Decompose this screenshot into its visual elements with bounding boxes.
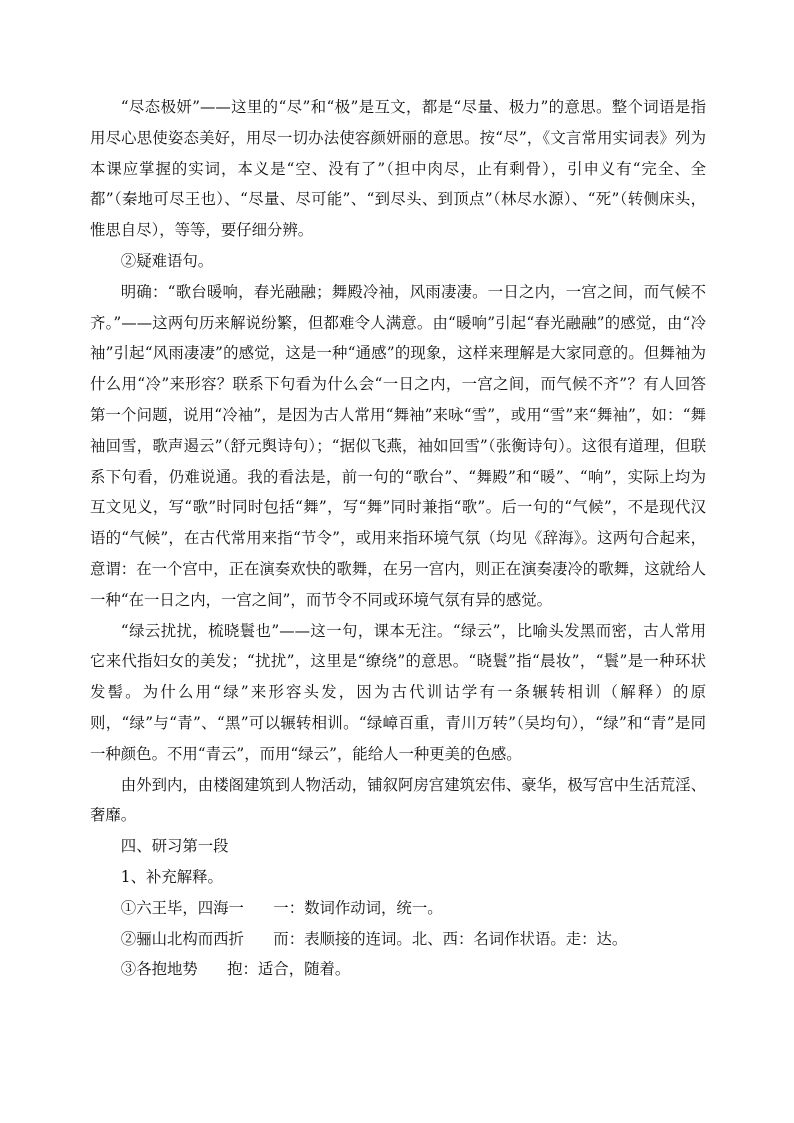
gloss-text: 一：数词作动词，统一。 xyxy=(273,898,443,917)
gloss-term: ③各抱地势 xyxy=(120,960,198,979)
document-body xyxy=(90,92,706,985)
gloss-term: ②骊山北构而西折 xyxy=(120,929,244,948)
gloss-item xyxy=(90,893,706,924)
subsection-heading: 1、补充解释。 xyxy=(120,867,223,886)
section-heading: 四、研习第一段 xyxy=(120,837,229,856)
gloss-term: ①六王毕，四海一 xyxy=(120,898,244,917)
paragraph-explanation: 明确：“歌台暖响，春光融融；舞殿冷袖，风雨凄凄。一日之内，一宫之间，而气候不齐。”——这两句历来解说纷繁，但都难令人满意。由“暖响”引起“春光融融”的感觉，由“冷袖”引起“风雨凄凄”的感觉，这是一种“通感”的现象，这样来理解是大家同意的。但舞袖为什么用“冷”来形容？联系下句看为什么会“一日之内，一宫之间，而气候不齐”？有人回答第一个问题，说用“冷袖”，是因为古人常用“舞袖”来咏“雪”，或用“雪”来“舞袖”，如：“舞袖回雪，歌声遏云”（舒元舆诗句）；“据似飞燕，袖如回雪”（张衡诗句）。这很有道理，但联系下句看，仍难说通。我的看法是，前一句的“歌台”、“舞殿”和“暖”、“响”，实际上均为互文见义，写“歌”时同时包括“舞”，写“舞”同时兼指“歌”。后一句的“气候”，不是现代汉语的“气候”，在古代常用来指“节令”，或用来指环境气氛（均见《辞海》。这两句合起来，意谓：在一个宫中，正在演奏欢快的歌舞，在另一宫内，则正在演奏凄冷的歌舞，这就给人一种“在一日之内，一宫之间”，而节令不同或环境气氛有异的感觉。 xyxy=(90,282,706,609)
paragraph-lvyun-raorao: “绿云扰扰，梳晓鬟也”——这一句，课本无注。“绿云”，比喻头发黑而密，古人常用它来代指妇女的美发；“扰扰”，这里是“缭绕”的意思。“晓鬟”指“晨妆”，“鬟”是一种环状发髻。为什么用“绿”来形容头发，因为古代训诂学有一条辗转相训（解释）的原则，“绿”与“青”、“黑”可以辗转相训。“绿嶂百重，青川万转”（吴均句），“绿”和“青”是同一种颜色。不用“青云”，而用“绿云”，能给人一种更美的色感。 xyxy=(90,621,706,763)
paragraph-jintai-jiyan: “尽态极妍”——这里的“尽”和“极”是互文，都是“尽量、极力”的意思。整个词语是指用尽心思使姿态美好，用尽一切办法使容颜妍丽的意思。按“尽”，《文言常用实词表》列为本课应掌握的实词，本义是“空、没有了”（担中肉尽，止有剩骨），引申义有“完全、全都”（秦地可尽王也）、“尽量、尽可能”、“到尽头、到顶点”（林尽水源）、“死”（转侧床头，惟思自尽），等等，要仔细分辨。 xyxy=(90,98,706,240)
gloss-item xyxy=(90,924,706,955)
paragraph-difficult-sentences-heading: ②疑难语句。 xyxy=(120,251,214,270)
gloss-text: 而：表顺接的连词。北、西：名词作状语。走：达。 xyxy=(273,929,628,948)
paragraph-summary: 由外到内，由楼阁建筑到人物活动，铺叙阿房宫建筑宏伟、豪华，极写宫中生活荒淫、奢靡。 xyxy=(90,775,706,825)
gloss-text: 抱：适合，随着。 xyxy=(227,960,351,979)
gloss-item xyxy=(90,954,706,985)
